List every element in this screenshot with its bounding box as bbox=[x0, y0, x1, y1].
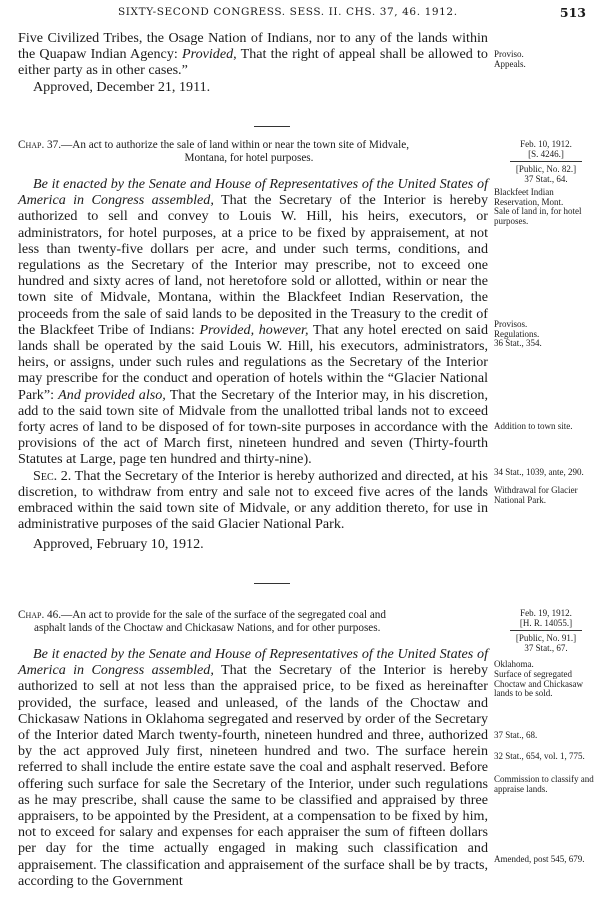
chapter-37-approved: Approved, February 10, 1912. bbox=[33, 536, 204, 553]
chapter-37-caption: Chap. 37.—An act to authorize the sale of land within or near the town site of Midvale, Montana, for hotel purposes. bbox=[18, 139, 410, 164]
margin-rule bbox=[510, 161, 582, 162]
chapter-46-label: Chap. 46. bbox=[18, 609, 62, 621]
margin-note-sale: Sale of land in, for hotel purposes. bbox=[494, 206, 582, 226]
chapter-37-section-2: Sec. 2. That the Secretary of the Interior is hereby authorized and directed, at his discretion, to withdraw from entry and sale not to exceed five acres of the lands embraced within the said town site of Midvale, or any addition thereto, for use in administrative purposes of the said Glacier National Park. bbox=[18, 467, 488, 533]
chapter-46-caption: Chap. 46.—An act to provide for the sale of the surface of the segregated coal and asphalt lands of the Choctaw and Chickasaw Nations, and for other purposes. bbox=[18, 609, 386, 634]
chapter-46-section-1: Be it enacted by the Senate and House of Representatives of the United States of America in Congress assembled, That the Secretary of the Interior is hereby authorized to sell at not less than the appraised price, to be fixed as hereinafter provided, the surface, leased and unleased, of the lands of the Choctaw and Chickasaw Nations in Oklahoma segregated and reserved by order of the Secretary of the Interior dated March twenty-fourth, nineteen hundred and three, authorized by the act approved July first, nineteen hundred and two. The surface herein referred to shall include the entire estate save the coal and asphalt reserved. Before offering such surface for sale the Secretary of the Interior, under such regulations as he may prescribe, shall cause the same to be classified and appraised by three appraisers, to be appointed by the President, at a compensation to be fixed by him, not to exceed for salary and expenses for each appraiser the sum of fifteen dollars per day for the time actually engaged in making such classification and appraisement. The classification and appraisement of the surface shall be by tracts, according to the Government bbox=[18, 646, 489, 889]
margin-note-commission: Commission to classify and appraise lands. bbox=[494, 774, 594, 794]
margin-note-surface: Surface of segregated Choctaw and Chickasaw lands to be sold. bbox=[494, 669, 583, 698]
section-divider bbox=[254, 126, 290, 127]
margin-note-addition: Addition to town site. bbox=[494, 421, 573, 431]
running-header bbox=[18, 6, 586, 22]
chapter-46-marginalia-head: Feb. 19, 1912. [H. R. 14055.] [Public, No. 91.] 37 Stat., 67. bbox=[494, 609, 598, 653]
margin-rule bbox=[510, 630, 582, 631]
margin-note-stat-654: 32 Stat., 654, vol. 1, 775. bbox=[494, 751, 585, 761]
chapter-37-section-1: Be it enacted by the Senate and House of Representatives of the United States of America in Congress assembled, That the Secretary of the Interior is hereby authorized to sell and convey to Louis W. Hill, his heirs, executors, or administrators, for hotel purposes, at a price to be fixed by appraisement, at not less than twenty-five dollars per acre, and under such terms, conditions, and regulations as the Secretary of the Interior may prescribe, not to exceed one hundred and sixty acres of land, not heretofore sold or allotted, within or near the town site of Midvale, Montana, within the Blackfeet Indian Reservation, the proceeds from the sale of said lands to be deposited in the Treasury to the credit of the Blackfeet Tribe of Indians: Provided, however, That any hotel erected on said lands shall be operated by the said Louis W. Hill, his executors, administrators, heirs, or assigns, under such rules and regulations as the Secretary of the Interior may prescribe for the conduct and operation of hotels within the “Glacier National Park”: And provided also, That the Secretary of the Interior may, in his discretion, add to the said town site of Midvale from the unallotted tribal lands not to exceed forty acres of land to be disposed of for town-site purposes in accordance with the provisions of the act of March first, nineteen hundred and seven (Thirty-fourth Statutes at Large, page ten hundred and thirty-nine). bbox=[18, 176, 489, 468]
margin-note-amended: Amended, post 545, 679. bbox=[494, 854, 585, 864]
margin-note-blackfeet: Blackfeet Indian Reservation, Mont. bbox=[494, 187, 564, 207]
chapter-37-label: Chap. 37. bbox=[18, 139, 62, 151]
margin-note-proviso: Proviso. Appeals. bbox=[494, 49, 526, 69]
previous-act-approved: Approved, December 21, 1911. bbox=[33, 78, 211, 95]
section-divider bbox=[254, 583, 290, 584]
chapter-37-body bbox=[18, 176, 488, 553]
chapter-37-marginalia-head: Feb. 10, 1912. [S. 4246.] [Public, No. 82.] 37 Stat., 64. bbox=[494, 140, 598, 184]
previous-act-text: Five Civilized Tribes, the Osage Nation of Indians, nor to any of the lands within the Quapaw Indian Agency: Provided, That the right of appeal shall be allowed to either party as in other cases.” bbox=[18, 30, 488, 79]
chapter-46-body bbox=[18, 646, 488, 889]
margin-note-withdrawal: Withdrawal for Glacier National Park. bbox=[494, 485, 578, 505]
margin-note-oklahoma: Oklahoma. bbox=[494, 659, 534, 669]
margin-note-stat-1039: 34 Stat., 1039, ante, 290. bbox=[494, 467, 584, 477]
margin-note-provisos: Provisos. Regulations. 36 Stat., 354. bbox=[494, 319, 542, 348]
page-number: 513 bbox=[559, 5, 586, 20]
previous-act-ending bbox=[18, 30, 488, 95]
margin-note-stat-68: 37 Stat., 68. bbox=[494, 730, 538, 740]
header-title: SIXTY-SECOND CONGRESS. SESS. II. CHS. 37, 46. 1912. bbox=[118, 6, 458, 18]
